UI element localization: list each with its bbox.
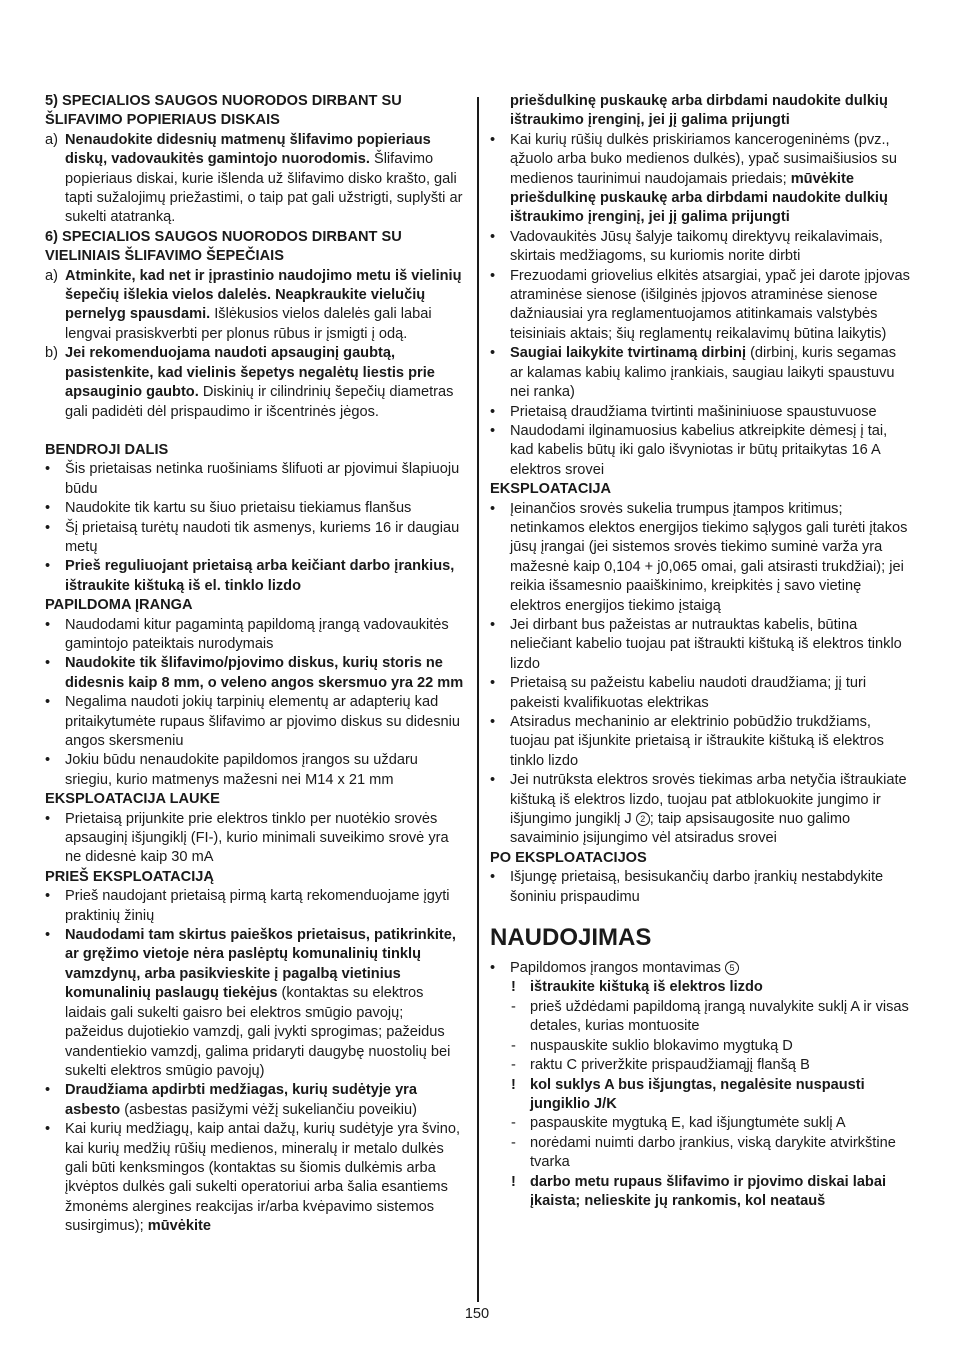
list-item: • Šį prietaisą turėtų naudoti tik asmenys, kuriems 16 ir daugiau metų — [45, 519, 460, 555]
list-item: • Vadovaukitės Jūsų šalyje taikomų direktyvų reikalavimais, skirtais medžiagoms, su kuriomis norite dirbti — [490, 228, 883, 265]
eksploatacija-lauke-title: EKSPLOATACIJA LAUKE — [45, 791, 220, 808]
list-item: • Saugiai laikykite tvirtinamą dirbinį (dirbinį, kuris segamas ar kalamas kabių kalimo įrankiais, saugiau laikyti spaustuvu nei ranka) — [490, 345, 897, 401]
section-6-item-a: a) Atminkite, kad net ir įprastinio naudojimo metu iš vielinių šepečių išlekia vielos dalelės. Neapkraukite vielučių pernelyg spausdami. Išlėkusios vielos dalelės gali labai lengvai prasiskverbti per plonus rūbus ir įsmigti į odą. — [45, 267, 462, 342]
bendroji-dalis-title: BENDROJI DALIS — [45, 441, 169, 458]
section-6-title: 6) SPECIALIOS SAUGOS NUORODOS DIRBANT SU VIELINIAIS ŠLIFAVIMO ŠEPEČIAIS — [45, 228, 402, 265]
right-column — [490, 92, 910, 1211]
list-item: • Prietaisą su pažeistu kabeliu naudoti draudžiama; jį turi pakeisti kvalifikuotas elektrikas — [490, 675, 867, 711]
list-item: • Naudodami ilginamuosius kabelius atkreipkite dėmesį į tai, kad kabelis būtų iki galo išvyniotas ir būtų pritaikytas 16 A elektros srovei — [490, 422, 888, 478]
continued-text: priešdulkinę puskaukę arba dirbdami naudokite dulkių ištraukimo įrenginį, jei jį galima prijungti — [510, 93, 888, 129]
list-item: • Prietaisą draudžiama tvirtinti mašininiuose spaustuvuose — [490, 403, 877, 420]
list-item: • Naudokite tik šlifavimo/pjovimo diskus, kurių storis ne didesnis kaip 8 mm, o veleno angos skersmuo yra 22 mm — [45, 655, 464, 691]
list-item: • Išjungę prietaisą, besisukančių darbo įrankių nestabdykite šoniniu prispaudimu — [490, 869, 884, 905]
list-item: • Frezuodami griovelius elkitės atsargiai, ypač jei darote įpjovas atraminėse sienose (išilginės įpjovos atraminėse sienose dažniausiai yra reglamentuojamos atitinkamais valstybės teisiniais aktais; šių reglamentų reikalavimų būtina laikytis) — [490, 267, 910, 342]
list-item: • Draudžiama apdirbti medžiagas, kurių sudėtyje yra asbesto (asbestas pasižymi vėžį sukeliančiu poveikiu) — [45, 1082, 418, 1118]
list-item: • Papildomos įrangos montavimas 5 — [490, 959, 910, 978]
step-item: - raktu C priveržkite prispaudžiamąjį flanšą B — [511, 1057, 810, 1074]
section-5-item-a: a) Nenaudokite didesnių matmenų šlifavimo popieriaus diskų, vadovaukitės gamintojo nuorodomis. Šlifavimo popieriaus diskai, kurie išlenda už šlifavimo disko krašto, gali tapti sužalojimų priežastimi, o taip pat gali užstrigti, suplyšti ar sukelti atatranką. — [45, 131, 463, 226]
papildoma-iranga-title: PAPILDOMA ĮRANGA — [45, 597, 193, 614]
po-eksploatacijos-title: PO EKSPLOATACIJOS — [490, 849, 647, 866]
warning-item: ! kol suklys A bus išjungtas, negalėsite nuspausti jungiklio J/K — [511, 1076, 865, 1112]
section-5-title: 5) SPECIALIOS SAUGOS NUORODOS DIRBANT SU ŠLIFAVIMO POPIERIAUS DISKAIS — [45, 93, 402, 129]
pries-eksploatacija-title: PRIEŠ EKSPLOATACIJĄ — [45, 868, 214, 885]
list-item: • Negalima naudoti jokių tarpinių elementų ar adapterių kad pritaikytumėte rupaus šlifavimo ar pjovimo diskus su didesniu angos skersmeniu — [45, 694, 461, 749]
list-item: • Kai kurių rūšių dulkės priskiriamos kancerogeninėms (pvz., ąžuolo arba buko medienos dulkės), ypač susimaišiusios su medienos taurinimui naudojamais priedais; mūvėkite priešdulkinę puskaukę arba dirbdami naudokite dulkių ištraukimo įrenginį, jei jį galima prijungti — [490, 131, 897, 226]
list-item: • Jokiu būdu nenaudokite papildomos įrangos su uždaru sriegiu, kurio matmenys mažesni nei M14 x 21 mm — [45, 752, 418, 788]
figure-reference: 2 — [636, 812, 650, 826]
list-item: • Šis prietaisas netinka ruošiniams šlifuoti ar pjovimui šlapiuoju būdu — [45, 461, 460, 497]
naudojimas-heading: NAUDOJIMAS — [490, 924, 652, 952]
warning-item: ! darbo metu rupaus šlifavimo ir pjovimo diskai labai įkaista; nelieskite jų rankomis, kol neatauš — [511, 1173, 887, 1209]
list-item: • Naudokite tik kartu su šiuo prietaisu tiekiamus flanšus — [45, 500, 412, 517]
column-divider — [477, 97, 479, 1302]
page-number: 150 — [464, 1306, 490, 1322]
list-item: • Naudodami tam skirtus paieškos prietaisus, patikrinkite, ar gręžimo vietoje nėra paslėptų komunalinių tinklų vamzdynų, arba pasikvieskite į pagalbą vietinius komunalinių paslaugų tiekėjus (kontaktas su elektros laidais gali sukelti gaisro bei elektros smūgio pavojų; pažeidus dujotiekio vamzdį, gali įvykti sprogimas; pažeidus vandentiekio vamzdį, galima pridaryti daugybę nuostolių bei sukelti elektros smūgio pavojų) — [45, 927, 456, 1079]
list-item: • Kai kurių medžiagų, kaip antai dažų, kurių sudėtyje yra švino, kai kurių medžių rūšių medienos, mineralų ir metalo dulkės gali būti kenksmingos (kontaktas su šiomis dulkėmis arba įkvėptos dulkės gali sukelti operatoriui arba šalia esantiems žmonėms alergines reakcijas ir/arba kvėpavimo sistemos susirgimus); mūvėkite — [45, 1121, 461, 1235]
list-item: • Jei nutrūksta elektros srovės tiekimas arba netyčia ištraukiate kištuką iš elektros lizdo, tuojau pat atblokuokite jungimo ir išjungimo jungiklį J 2 ; taip apsisaugosite nuo galimo savaiminio įsijungimo vėl atsiradus srovei — [490, 772, 907, 847]
list-item: • Jei dirbant bus pažeistas ar nutrauktas kabelis, būtina neliečiant kabelio tuojau pat ištraukti kištuką iš elektros tinklo lizdo — [490, 616, 902, 672]
list-item: • Prietaisą prijunkite prie elektros tinklo per nuotėkio srovės apsauginį išjungiklį (FI-), kurio minimali suveikimo srovė yra ne didesnė kaip 30 mA — [45, 810, 449, 866]
section-6-item-b: b) Jei rekomenduojama naudoti apsauginį gaubtą, pasistenkite, kad vielinis šepetys negalėtų liestis prie apsauginio gaubto. Diskinių ir cilindrinių šepečių diametras gali padidėti dėl prispaudimo ir išcentrinės jėgos. — [45, 345, 454, 420]
warning-item: ! ištraukite kištuką iš elektros lizdo — [511, 979, 763, 996]
list-item: • Įeinančios srovės sukelia trumpus įtampos kritimus; netinkamos elektos energijos tiekimo sąlygos gali turėti įtakos jūsų įrangai (jei sistemos srovės tiekimo suminė varža yra mažesnė kaip 0,104 + j0,065 omai, gali atsirasti trukdžiai); jei reikia išsamesnio paaiškinimo, kreipkitės į savo vietinę elektros energijos tiekimo įstaigą — [490, 500, 908, 614]
list-item: • Prieš reguliuojant prietaisą arba keičiant darbo įrankius, ištraukite kištuką iš el. tinklo lizdo — [45, 558, 455, 594]
step-item: - paspauskite mygtuką E, kad išjungtumėte suklį A — [511, 1115, 846, 1132]
step-item: - prieš uždėdami papildomą įrangą nuvalykite suklį A ir visas detales, kurias montuosite — [511, 998, 909, 1035]
left-column — [45, 92, 465, 1237]
figure-reference: 5 — [725, 961, 739, 975]
list-item: • Naudodami kitur pagamintą papildomą įrangą vadovaukitės gamintojo pateiktais nurodymais — [45, 616, 449, 652]
step-item: - nuspauskite suklio blokavimo mygtuką D — [511, 1037, 793, 1054]
list-item: • Atsiradus mechaninio ar elektrinio pobūdžio trukdžiams, tuojau pat išjunkite prietaisą ir ištraukite kištuką iš elektros tinklo lizdo — [490, 714, 884, 769]
step-item: - norėdami nuimti darbo įrankius, viską darykite atvirkštine tvarka — [511, 1134, 896, 1171]
list-item: • Prieš naudojant prietaisą pirmą kartą rekomenduojame įgyti praktinių žinių — [45, 888, 450, 924]
eksploatacija-title: EKSPLOATACIJA — [490, 481, 612, 498]
